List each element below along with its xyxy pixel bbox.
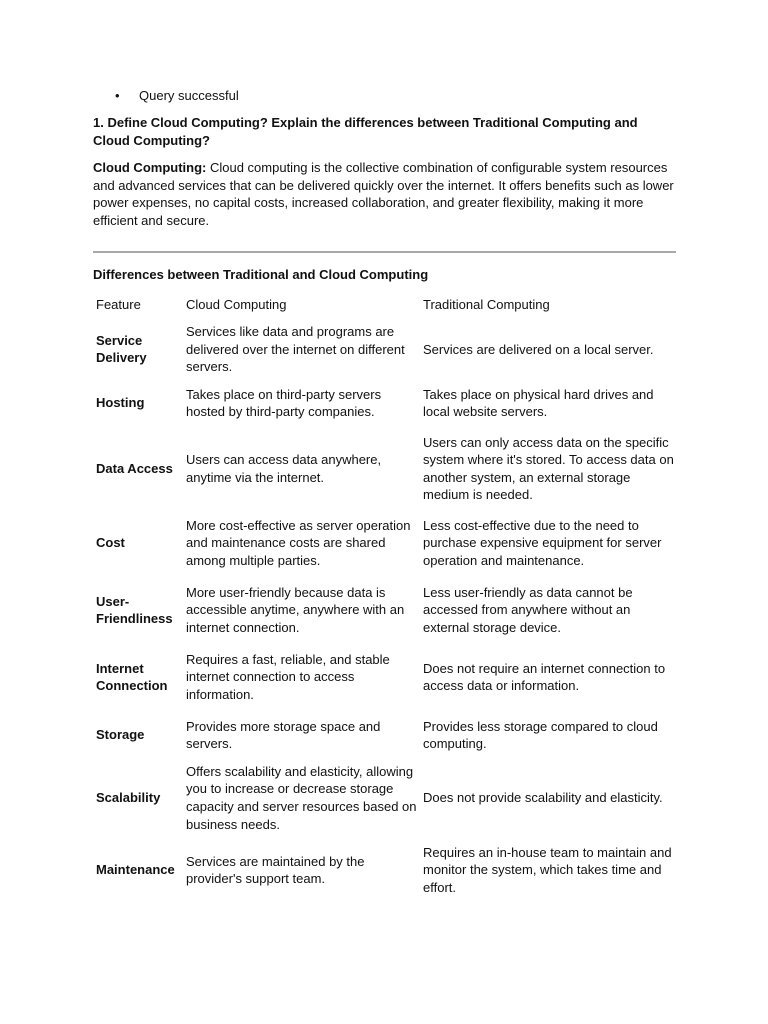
definition-text: Cloud computing is the collective combination of configurable system resources and advanced services that can be delivered quickly over the internet. It offers benefits such as lower power expenses, no capital costs, increased collaboration, and greater flexibility, making it more efficient and secure. (93, 160, 674, 228)
header-cloud: Cloud Computing (186, 297, 287, 313)
feature-cell: Data Access (96, 460, 173, 476)
cloud-cell: Takes place on third-party servers hosted by third-party companies. (186, 386, 382, 420)
cloud-cell: Users can access data anywhere, anytime via the internet. (186, 452, 382, 485)
cloud-cell: Requires a fast, reliable, and stable internet connection to access information. (186, 651, 390, 703)
table-row (93, 760, 678, 836)
table-row (93, 379, 678, 428)
traditional-cell: Less user-friendly as data cannot be accessed from anywhere without an external storage device. (423, 584, 633, 636)
traditional-cell: Takes place on physical hard drives and local website servers. (423, 386, 654, 420)
feature-cell: Service Delivery (96, 332, 147, 366)
cloud-cell: More user-friendly because data is accessible anytime, anywhere with an internet connection. (186, 584, 405, 636)
definition-term: Cloud Computing: (93, 160, 207, 175)
horizontal-divider (93, 251, 676, 253)
feature-cell: User-Friendliness (96, 593, 173, 627)
cloud-cell: Services like data and programs are delivered over the internet on different servers. (186, 324, 405, 375)
cloud-cell: Provides more storage space and servers. (186, 718, 381, 752)
cloud-cell: More cost-effective as server operation and maintenance costs are shared among multiple parties. (186, 517, 411, 569)
header-traditional: Traditional Computing (423, 297, 550, 313)
feature-cell: Scalability (96, 790, 161, 806)
traditional-cell: Provides less storage compared to cloud computing. (423, 718, 658, 752)
feature-cell: Storage (96, 727, 145, 743)
traditional-cell: Does not require an internet connection to access data or information. (423, 660, 666, 694)
question-heading: 1. Define Cloud Computing? Explain the differences between Traditional Computing and Cloud Computing? (93, 115, 638, 148)
traditional-cell: Users can only access data on the specific system where it's stored. To access data on another system, an external storage medium is needed. (423, 434, 674, 503)
table-row (93, 577, 678, 644)
feature-cell: Internet Connection (96, 660, 168, 694)
table-row (93, 836, 678, 904)
table-row (93, 428, 678, 510)
table-header-row (93, 290, 678, 320)
feature-cell: Hosting (96, 395, 145, 411)
cloud-cell: Offers scalability and elasticity, allowing you to increase or decrease storage capacity and server resources based on business needs. (186, 763, 417, 832)
status-list (93, 87, 239, 105)
table-row (93, 320, 678, 379)
comparison-table (93, 290, 678, 904)
traditional-cell: Services are delivered on a local server. (423, 341, 654, 357)
feature-cell: Maintenance (96, 862, 175, 878)
table-row (93, 510, 678, 577)
traditional-cell: Less cost-effective due to the need to purchase expensive equipment for server operation and maintenance. (423, 517, 662, 569)
cloud-cell: Services are maintained by the provider's support team. (186, 853, 365, 887)
table-row (93, 711, 678, 760)
definition-paragraph (93, 159, 678, 229)
traditional-cell: Requires an in-house team to maintain and monitor the system, which takes time and effort. (423, 844, 672, 895)
feature-cell: Cost (96, 535, 125, 551)
traditional-cell: Does not provide scalability and elasticity. (423, 790, 663, 806)
section-title: Differences between Traditional and Cloud Computing (93, 267, 429, 282)
status-message: • Query successful (93, 87, 239, 105)
header-feature: Feature (96, 297, 141, 313)
table-row (93, 644, 678, 711)
